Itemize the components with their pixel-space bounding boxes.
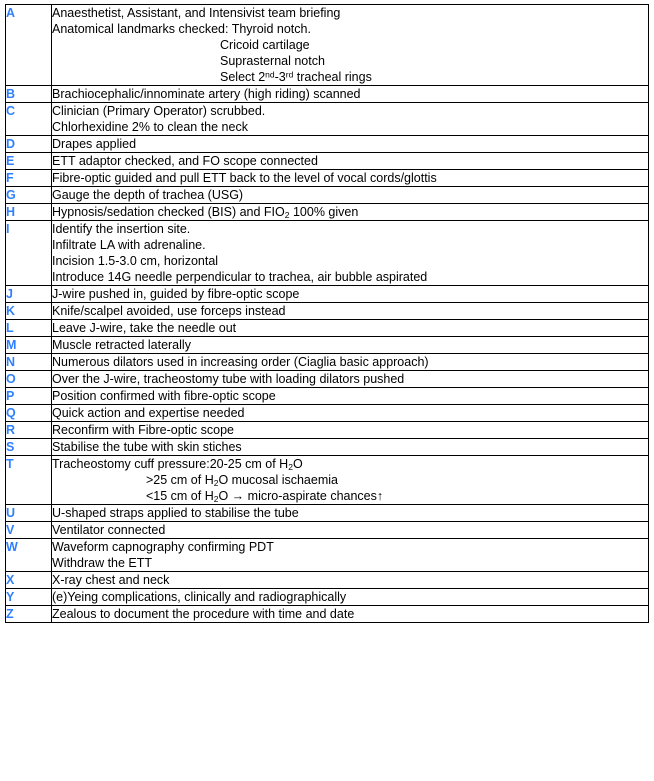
row-content-line: Over the J-wire, tracheostomy tube with loading dilators pushed [52, 372, 405, 386]
row-content [52, 422, 649, 439]
table-row [6, 589, 649, 606]
row-content [52, 170, 649, 187]
table-row [6, 153, 649, 170]
table-row [6, 170, 649, 187]
row-content [52, 439, 649, 456]
table-row [6, 456, 649, 505]
row-letter: D [6, 136, 52, 153]
row-content-line: Clinician (Primary Operator) scrubbed. [52, 104, 266, 118]
row-content-line: Chlorhexidine 2% to clean the neck [52, 120, 248, 134]
table-row [6, 371, 649, 388]
row-content [52, 572, 649, 589]
table-row [6, 505, 649, 522]
row-content-line: Knife/scalpel avoided, use forceps instead [52, 304, 286, 318]
table-row [6, 86, 649, 103]
checklist-table [5, 4, 649, 623]
row-letter: H [6, 204, 52, 221]
row-content-line: Incision 1.5-3.0 cm, horizontal [52, 254, 219, 268]
table-row [6, 388, 649, 405]
row-content-line: Quick action and expertise needed [52, 406, 245, 420]
row-letter: M [6, 337, 52, 354]
row-letter: V [6, 522, 52, 539]
row-letter: P [6, 388, 52, 405]
row-letter: X [6, 572, 52, 589]
row-letter: C [6, 103, 52, 136]
table-row [6, 303, 649, 320]
row-content-line: Stabilise the tube with skin stiches [52, 440, 242, 454]
table-row [6, 606, 649, 623]
row-letter: G [6, 187, 52, 204]
row-content-line: ETT adaptor checked, and FO scope connected [52, 154, 318, 168]
row-letter: E [6, 153, 52, 170]
row-letter: T [6, 456, 52, 505]
row-content [52, 456, 649, 505]
row-content [52, 86, 649, 103]
row-content [52, 187, 649, 204]
row-content-line: (e)Yeing complications, clinically and radiographically [52, 590, 347, 604]
row-content [52, 153, 649, 170]
table-row [6, 5, 649, 86]
row-content [52, 303, 649, 320]
row-content-line: Waveform capnography confirming PDT [52, 540, 274, 554]
row-content [52, 103, 649, 136]
checklist-table-body [6, 5, 649, 623]
table-row [6, 187, 649, 204]
row-content-line: Muscle retracted laterally [52, 338, 191, 352]
row-content [52, 405, 649, 422]
row-content [52, 136, 649, 153]
table-row [6, 286, 649, 303]
table-row [6, 221, 649, 286]
row-letter: I [6, 221, 52, 286]
row-letter: U [6, 505, 52, 522]
row-content [52, 589, 649, 606]
row-letter: A [6, 5, 52, 86]
row-letter: O [6, 371, 52, 388]
table-row [6, 439, 649, 456]
row-letter: K [6, 303, 52, 320]
row-content-line: Suprasternal notch [220, 54, 325, 68]
row-letter: Y [6, 589, 52, 606]
row-content-line: Drapes applied [52, 137, 137, 151]
row-letter: B [6, 86, 52, 103]
row-content-line: Position confirmed with fibre-optic scope [52, 389, 276, 403]
table-row [6, 103, 649, 136]
table-row [6, 539, 649, 572]
row-content [52, 388, 649, 405]
row-letter: F [6, 170, 52, 187]
row-content [52, 606, 649, 623]
row-content [52, 204, 649, 221]
row-content-line: Identify the insertion site. [52, 222, 191, 236]
row-letter: N [6, 354, 52, 371]
row-content-line: Withdraw the ETT [52, 556, 153, 570]
row-content-line: Tracheostomy cuff pressure:20-25 cm of $H_2O$ [52, 457, 303, 472]
table-row [6, 204, 649, 221]
row-content [52, 5, 649, 86]
row-content [52, 221, 649, 286]
row-content [52, 286, 649, 303]
table-row [6, 572, 649, 589]
row-letter: S [6, 439, 52, 456]
row-content-line: >25 cm of $H_2O$ mucosal ischaemia [146, 473, 338, 488]
row-content-line: J-wire pushed in, guided by fibre-optic scope [52, 287, 300, 301]
row-content-line: X-ray chest and neck [52, 573, 170, 587]
row-content [52, 539, 649, 572]
row-content-line: Zealous to document the procedure with time and date [52, 607, 355, 621]
row-content-line: Brachiocephalic/innominate artery (high riding) scanned [52, 87, 361, 101]
table-row [6, 405, 649, 422]
row-content-line: <15 cm of $H_2O$ → micro-aspirate chances↑ [146, 489, 384, 504]
row-content-line: Infiltrate LA with adrenaline. [52, 238, 206, 252]
row-letter: L [6, 320, 52, 337]
table-row [6, 422, 649, 439]
row-content-line: Select 2nd-3rd tracheal rings [220, 69, 372, 84]
row-content-line: Hypnosis/sedation checked (BIS) and $FIO_2$ 100% given [52, 205, 359, 220]
table-row [6, 354, 649, 371]
row-content [52, 522, 649, 539]
row-content-line: Gauge the depth of trachea (USG) [52, 188, 244, 202]
row-content [52, 337, 649, 354]
row-content [52, 505, 649, 522]
table-row [6, 337, 649, 354]
row-letter: Z [6, 606, 52, 623]
table-row [6, 522, 649, 539]
row-content-line: Anaesthetist, Assistant, and Intensivist team briefing [52, 6, 341, 20]
row-letter: W [6, 539, 52, 572]
table-row [6, 320, 649, 337]
row-letter: Q [6, 405, 52, 422]
row-content-line: Introduce 14G needle perpendicular to trachea, air bubble aspirated [52, 270, 428, 284]
row-content [52, 354, 649, 371]
row-content [52, 320, 649, 337]
row-content-line: Fibre-optic guided and pull ETT back to the level of vocal cords/glottis [52, 171, 437, 185]
row-content-line: Reconfirm with Fibre-optic scope [52, 423, 235, 437]
row-content-line: Leave J-wire, take the needle out [52, 321, 237, 335]
row-content-line: Ventilator connected [52, 523, 166, 537]
row-letter: J [6, 286, 52, 303]
row-content-line: Numerous dilators used in increasing order (Ciaglia basic approach) [52, 355, 429, 369]
row-content-line: Anatomical landmarks checked: Thyroid notch. [52, 22, 311, 36]
row-content-line: U-shaped straps applied to stabilise the tube [52, 506, 299, 520]
table-row [6, 136, 649, 153]
row-content-line: Cricoid cartilage [220, 38, 310, 52]
row-letter: R [6, 422, 52, 439]
row-content [52, 371, 649, 388]
